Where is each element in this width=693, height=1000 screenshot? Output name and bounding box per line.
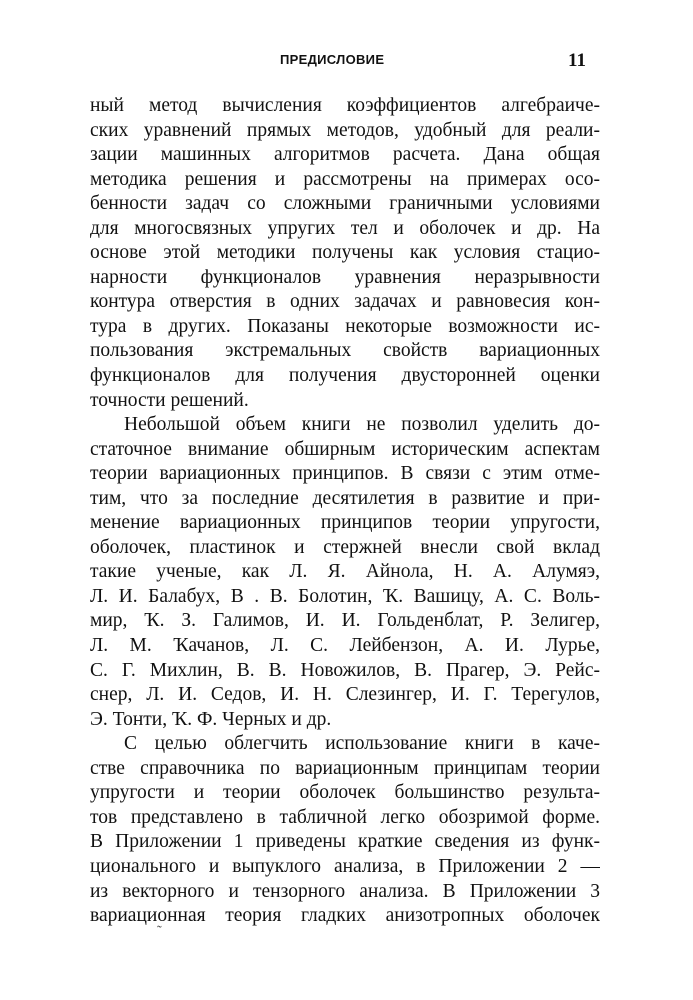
text-line: вариационная теория гладких анизотропных оболочек xyxy=(90,905,600,927)
text-line: ный метод вычисления коэффициентов алгебраиче- xyxy=(90,95,600,116)
text-line: пользования экстремальных свойств вариационных xyxy=(90,340,600,362)
text-line: Л. М. Ҡачанов, Л. С. Лейбензон, А. И. Лурье, xyxy=(90,635,600,657)
text-line: Небольшой объем книги не позволил уделить до- xyxy=(124,414,600,436)
text-line: тура в других. Показаны некоторые возможности ис- xyxy=(90,315,600,337)
text-line: методика решения и рассмотрены на примерах осо- xyxy=(90,168,600,190)
body-text xyxy=(90,94,600,929)
page-number: 11 xyxy=(568,50,586,71)
text-line: основе этой методики получены как условия стацио- xyxy=(90,242,600,264)
text-line: Л. И. Балабух, В . В. Болотин, Ҡ. Вашицу, А. С. Воль- xyxy=(90,585,600,607)
text-line: стве справочника по вариационным принципам теории xyxy=(90,757,600,779)
running-title: ПРЕДИСЛОВИЕ xyxy=(280,52,385,67)
text-line: мир, Ҡ. З. Галимов, И. И. Гольденблат, Р. Зелигер, xyxy=(90,610,600,632)
text-line: контура отверстия в одних задачах и равновесия кон- xyxy=(90,291,600,313)
text-line: оболочек, пластинок и стержней внесли свой вклад xyxy=(90,536,600,558)
running-head xyxy=(90,50,600,74)
text-line: С. Г. Михлин, В. В. Новожилов, В. Прагер, Э. Рейс- xyxy=(90,659,600,681)
text-line: точности решений. xyxy=(90,389,249,411)
text-line: функционалов для получения двусторонней оценки xyxy=(90,365,600,387)
text-line: такие ученые, как Л. Я. Айнола, Н. А. Алумяэ, xyxy=(90,561,600,583)
text-line: ционального и выпуклого анализа, в Приложении 2 — xyxy=(90,855,600,877)
text-line: бенности задач со сложными граничными условиями xyxy=(90,193,600,215)
text-line: для многосвязных упругих тел и оболочек и др. На xyxy=(90,217,600,239)
text-line: нарности функционалов уравнения неразрывности xyxy=(90,266,600,288)
text-line: снер, Л. И. Седов, И. Н. Слезингер, И. Г. Терегулов, xyxy=(90,684,600,706)
text-line: ских уравнений прямых методов, удобный для реали- xyxy=(90,119,600,141)
text-line: тим, что за последние десятилетия в развитие и при- xyxy=(90,487,600,509)
text-line: тов представлено в табличной легко обозримой форме. xyxy=(90,806,600,828)
text-line: из векторного и тензорного анализа. В Приложении 3 xyxy=(90,880,600,902)
text-line: Э. Тонти, Ҡ. Ф. Черных и др. xyxy=(90,708,332,730)
stray-mark: ˜ xyxy=(157,924,162,939)
text-line: менение вариационных принципов теории упругости, xyxy=(90,512,600,534)
text-line: зации машинных алгоритмов расчета. Дана общая xyxy=(90,144,600,166)
text-line: упругости и теории оболочек большинство результа- xyxy=(90,782,600,804)
text-line: теории вариационных принципов. В связи с этим отме- xyxy=(90,463,600,485)
text-line: С целью облегчить использование книги в каче- xyxy=(124,733,600,755)
text-line: В Приложении 1 приведены краткие сведения из функ- xyxy=(90,831,600,853)
text-line: статочное внимание обширным историческим аспектам xyxy=(90,438,600,460)
